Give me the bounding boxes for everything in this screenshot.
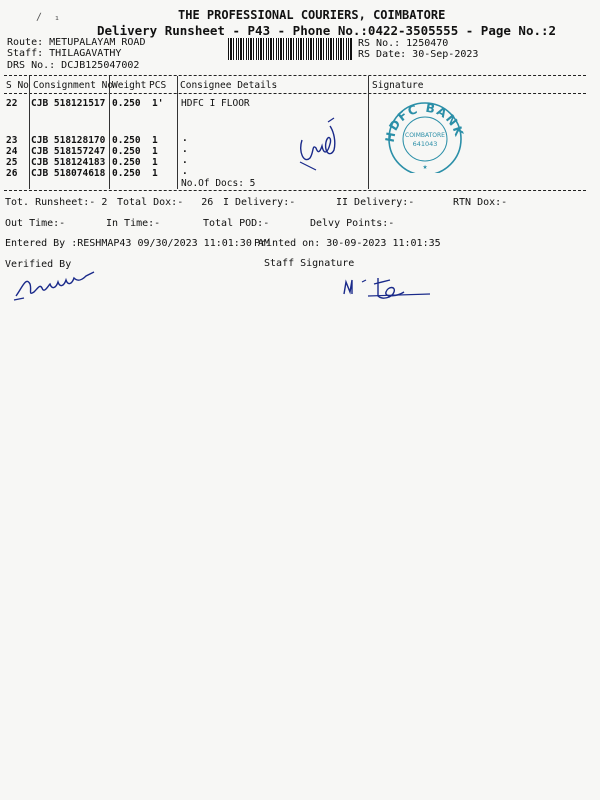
row-consignee: .: [182, 155, 188, 166]
col-divider: [368, 76, 369, 189]
stamp-top-text: HDFC BANK: [382, 100, 467, 144]
consignee-signature: [290, 112, 350, 174]
col-header-consignment: Consignment No: [33, 80, 114, 91]
row-sno: 24: [6, 146, 18, 157]
row-pcs: 1: [152, 168, 158, 179]
printed-on: Printed on: 30-09-2023 11:01:35: [254, 238, 441, 249]
col-header-consignee: Consignee Details: [180, 80, 278, 91]
total-dox: Total Dox:- 26: [117, 197, 214, 208]
verified-by-label: Verified By: [5, 259, 72, 270]
out-time: Out Time:-: [5, 218, 66, 229]
staff-label: Staff: THILAGAVATHY: [7, 48, 122, 59]
row-consignee: HDFC I FLOOR: [181, 98, 250, 109]
col-header-weight: Weight: [112, 80, 147, 91]
staff-signature: [338, 270, 438, 304]
ii-delivery: II Delivery:-: [336, 197, 415, 208]
bank-stamp: [380, 99, 470, 173]
row-weight: 0.250: [112, 157, 141, 168]
row-weight: 0.250: [112, 146, 141, 157]
table-bottom-rule: [4, 190, 586, 191]
col-divider: [177, 76, 178, 189]
drs-number: DRS No.: DCJB125047002: [7, 60, 140, 71]
in-time: In Time:-: [106, 218, 161, 229]
row-weight: 0.250: [112, 135, 141, 146]
table-header-rule: [4, 93, 586, 94]
row-weight: 0.250: [112, 98, 141, 109]
col-header-pcs: PCS: [149, 80, 167, 91]
row-sno: 22: [6, 98, 18, 109]
row-consignment: CJB 518121517: [31, 98, 106, 109]
row-consignee: .: [182, 133, 188, 144]
entered-by: Entered By :RESHMAP43 09/30/2023 11:01:30 AM: [5, 238, 270, 249]
row-weight: 0.250: [112, 168, 141, 179]
row-consignment: CJB 518124183: [31, 157, 106, 168]
tot-runsheet: Tot. Runsheet:- 2: [5, 197, 108, 208]
col-header-sno: S No: [6, 80, 29, 91]
verifier-signature: [12, 266, 102, 306]
runsheet-title: Delivery Runsheet - P43 - Phone No.:0422-3505555 - Page No.:2: [97, 23, 557, 38]
i-delivery: I Delivery:-: [223, 197, 296, 208]
row-consignment: CJB 518128170: [31, 135, 106, 146]
stamp-star-icon: ★: [422, 162, 428, 171]
row-consignment: CJB 518157247: [31, 146, 106, 157]
rtn-dox: RTN Dox:-: [453, 197, 508, 208]
row-sno: 23: [6, 135, 18, 146]
staff-signature-label: Staff Signature: [264, 258, 355, 269]
row-consignment: CJB 518074618: [31, 168, 106, 179]
row-sno: 26: [6, 168, 18, 179]
barcode: [228, 38, 352, 60]
stamp-code: 641043: [412, 140, 438, 148]
col-divider: [29, 76, 30, 189]
corner-marks: ∕ ₁: [36, 12, 61, 23]
row-consignee: .: [182, 144, 188, 155]
row-pcs: 1: [152, 135, 158, 146]
col-header-signature: Signature: [372, 80, 424, 91]
table-top-rule: [4, 75, 586, 76]
stamp-mid-text: COIMBATORE: [405, 132, 445, 139]
row-pcs: 1: [152, 157, 158, 168]
no-of-docs: No.Of Docs: 5: [181, 178, 256, 189]
delvy-points: Delvy Points:-: [310, 218, 395, 229]
rs-number: RS No.: 1250470: [358, 38, 449, 49]
row-consignee: .: [182, 166, 188, 177]
company-name: THE PROFESSIONAL COURIERS, COIMBATORE: [178, 8, 446, 22]
col-divider: [109, 76, 110, 189]
row-pcs: 1: [152, 146, 158, 157]
total-pod: Total POD:-: [203, 218, 270, 229]
route-label: Route: METUPALAYAM ROAD: [7, 37, 146, 48]
row-sno: 25: [6, 157, 18, 168]
rs-date: RS Date: 30-Sep-2023: [358, 49, 479, 60]
row-pcs: 1': [152, 98, 164, 109]
